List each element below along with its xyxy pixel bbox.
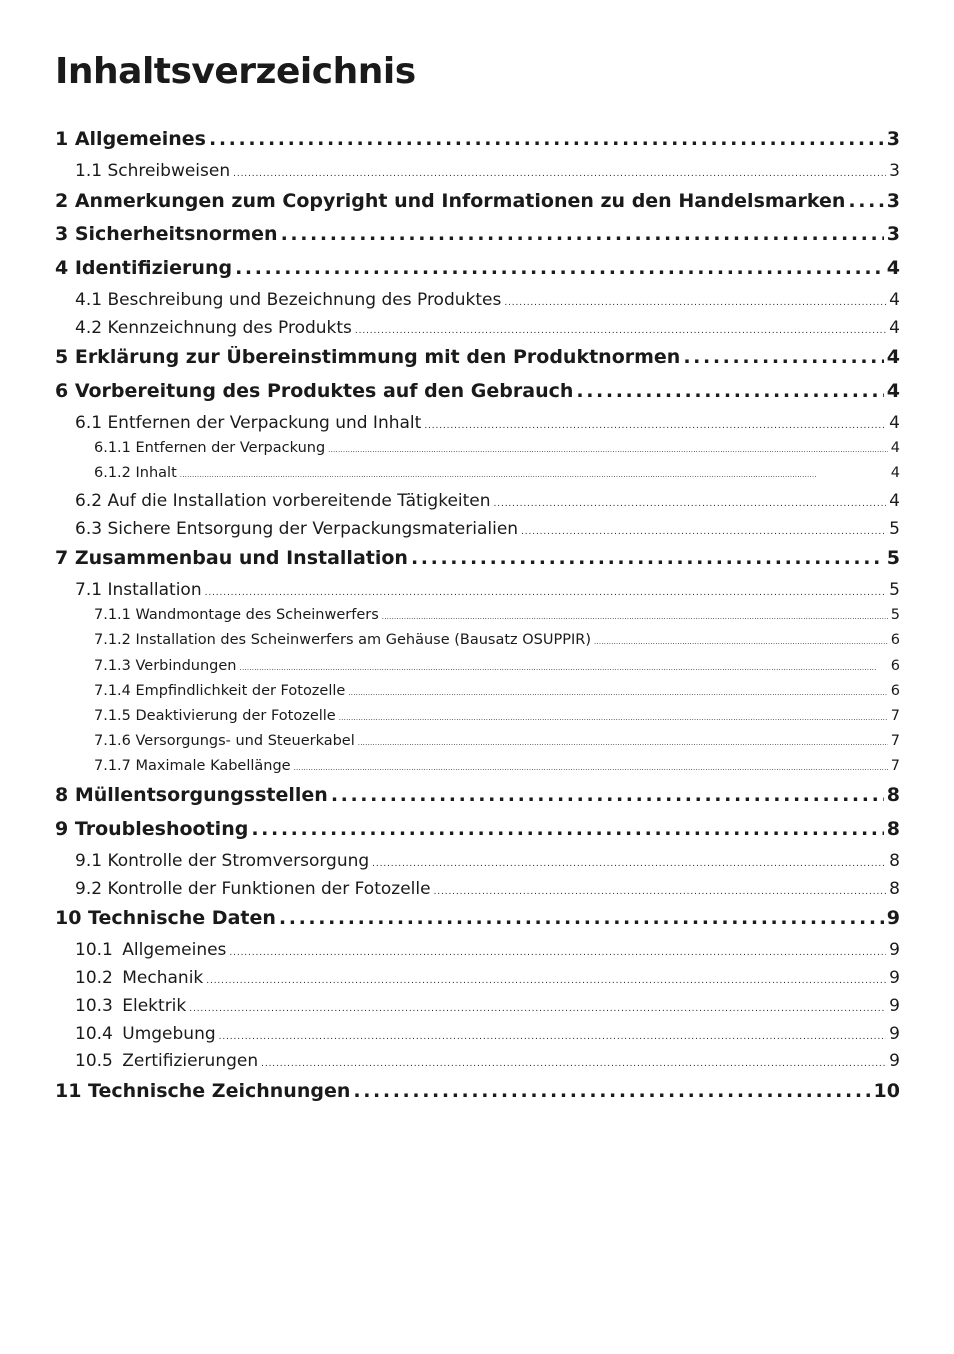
- toc-entry-page: 7: [890, 708, 900, 724]
- toc-entry-page: 4: [886, 346, 900, 368]
- toc-entry-label: 10.4 Umgebung: [75, 1024, 216, 1044]
- toc-entry-label: 6 Vorbereitung des Produktes auf den Gebrauch: [55, 380, 574, 402]
- leader-dots: [279, 907, 884, 929]
- toc-entry-6-1-1[interactable]: [94, 440, 900, 460]
- toc-entry-label: 4.2 Kennzeichnung des Produkts: [75, 318, 352, 338]
- toc-entry-page: 10: [873, 1080, 900, 1102]
- toc-entry-9-2[interactable]: [75, 879, 900, 901]
- toc-entry-10-1[interactable]: [75, 940, 900, 962]
- leader-dots: [355, 326, 886, 336]
- leader-dots: [348, 689, 887, 697]
- toc-entry-page: 9: [889, 1051, 900, 1071]
- page-title: Inhaltsverzeichnis: [55, 51, 416, 92]
- toc-entry-page: 8: [889, 879, 900, 899]
- toc-entry-page: 7: [890, 733, 900, 749]
- toc-entry-label: 7.1.6 Versorgungs- und Steuerkabel: [94, 733, 355, 749]
- toc-entry-label: 7.1.4 Empfindlichkeit der Fotozelle: [94, 683, 346, 699]
- toc-entry-label: 6.1.1 Entfernen der Verpackung: [94, 440, 326, 456]
- toc-entry-7-1-2[interactable]: [94, 632, 900, 652]
- toc-entry-page: 3: [886, 190, 900, 212]
- leader-dots: [229, 948, 886, 958]
- leader-dots: [219, 1032, 887, 1042]
- leader-dots: [848, 190, 883, 212]
- toc-entry-page: 4: [889, 290, 900, 310]
- toc-entry-page: 8: [889, 851, 900, 871]
- toc-entry-5[interactable]: [55, 346, 900, 372]
- leader-dots: [683, 346, 883, 368]
- toc-entry-label: 2 Anmerkungen zum Copyright und Informationen zu den Handelsmarken: [55, 190, 846, 212]
- leader-dots: [235, 257, 884, 279]
- leader-dots: [434, 887, 887, 897]
- toc-entry-page: 9: [889, 940, 900, 960]
- toc-entry-10-4[interactable]: [75, 1024, 900, 1046]
- leader-dots: [206, 976, 886, 986]
- leader-dots: [233, 169, 886, 179]
- toc-entry-label: 7.1 Installation: [75, 580, 202, 600]
- toc-entry-6[interactable]: [55, 380, 900, 406]
- toc-entry-6-3[interactable]: [75, 519, 900, 541]
- toc-entry-label: 9 Troubleshooting: [55, 818, 249, 840]
- toc-entry-7-1-3[interactable]: [94, 658, 900, 678]
- leader-dots: [261, 1059, 886, 1069]
- toc-entry-label: 6.1.2 Inhalt: [94, 465, 177, 481]
- toc-entry-label: 6.2 Auf die Installation vorbereitende Tätigkeiten: [75, 491, 491, 511]
- toc-entry-label: 1.1 Schreibweisen: [75, 161, 231, 181]
- toc-entry-label: 1 Allgemeines: [55, 128, 206, 150]
- leader-dots: [281, 223, 884, 245]
- toc-entry-label: 10.1 Allgemeines: [75, 940, 227, 960]
- toc-entry-label: 6.1 Entfernen der Verpackung und Inhalt: [75, 413, 422, 433]
- toc-entry-label: 4.1 Beschreibung und Bezeichnung des Produktes: [75, 290, 502, 310]
- leader-dots: [576, 380, 883, 402]
- toc-entry-label: 7.1.1 Wandmontage des Scheinwerfers: [94, 607, 379, 623]
- toc-entry-6-2[interactable]: [75, 491, 900, 513]
- toc-entry-page: 5: [886, 547, 900, 569]
- leader-dots: [328, 446, 888, 454]
- toc-entry-7[interactable]: [55, 547, 900, 573]
- toc-entry-1[interactable]: [55, 128, 900, 154]
- toc-entry-label: 7.1.7 Maximale Kabellänge: [94, 758, 291, 774]
- toc-entry-page: 7: [890, 758, 900, 774]
- toc-entry-page: 4: [890, 440, 900, 456]
- toc-entry-page: 8: [886, 818, 900, 840]
- toc-entry-10-2[interactable]: [75, 968, 900, 990]
- toc-entry-label: 10.2 Mechanik: [75, 968, 204, 988]
- toc-entry-4-2[interactable]: [75, 318, 900, 340]
- toc-entry-label: 6.3 Sichere Entsorgung der Verpackungsmaterialien: [75, 519, 519, 539]
- toc-entry-4[interactable]: [55, 257, 900, 283]
- toc-entry-10-3[interactable]: [75, 996, 900, 1018]
- leader-dots: [240, 664, 888, 672]
- toc-entry-4-1[interactable]: [75, 290, 900, 312]
- toc-entry-7-1-6[interactable]: [94, 733, 900, 753]
- leader-dots: [358, 739, 888, 747]
- toc-entry-10-5[interactable]: [75, 1051, 900, 1073]
- leader-dots: [339, 714, 888, 722]
- leader-dots: [382, 613, 888, 621]
- leader-dots: [294, 764, 888, 772]
- leader-dots: [251, 818, 883, 840]
- leader-dots: [353, 1080, 870, 1102]
- toc-entry-label: 10.3 Elektrik: [75, 996, 187, 1016]
- toc-entry-label: 7 Zusammenbau und Installation: [55, 547, 408, 569]
- toc-entry-9-1[interactable]: [75, 851, 900, 873]
- leader-dots: [411, 547, 884, 569]
- toc-entry-label: 3 Sicherheitsnormen: [55, 223, 278, 245]
- toc-entry-page: 6: [890, 658, 900, 674]
- toc-entry-page: 3: [886, 223, 900, 245]
- toc-entry-page: 4: [886, 380, 900, 402]
- toc-entry-7-1[interactable]: [75, 580, 900, 602]
- toc-entry-9[interactable]: [55, 818, 900, 844]
- toc-entry-page: 5: [889, 519, 900, 539]
- toc-entry-label: 10.5 Zertifizierungen: [75, 1051, 259, 1071]
- toc-entry-page: 3: [886, 128, 900, 150]
- toc-entry-label: 8 Müllentsorgungsstellen: [55, 784, 328, 806]
- leader-dots: [205, 588, 887, 598]
- toc-entry-11[interactable]: [55, 1080, 900, 1106]
- toc-entry-page: 3: [889, 161, 900, 181]
- toc-entry-7-1-4[interactable]: [94, 683, 900, 703]
- toc-entry-label: 7.1.2 Installation des Scheinwerfers am Gehäuse (Bausatz OSUPPIR): [94, 632, 591, 648]
- toc-entry-page: 6: [890, 632, 900, 648]
- leader-dots: [180, 471, 888, 479]
- toc-entry-label: 9.2 Kontrolle der Funktionen der Fotozelle: [75, 879, 431, 899]
- toc-entry-page: 4: [890, 465, 900, 481]
- toc-entry-page: 4: [889, 491, 900, 511]
- toc-entry-page: 4: [886, 257, 900, 279]
- toc-entry-1-1[interactable]: [75, 161, 900, 183]
- toc-entry-page: 9: [889, 968, 900, 988]
- leader-dots: [594, 638, 888, 646]
- toc-entry-2[interactable]: [55, 190, 900, 216]
- toc-entry-page: 9: [886, 907, 900, 929]
- toc-entry-7-1-5[interactable]: [94, 708, 900, 728]
- toc-entry-page: 4: [889, 318, 900, 338]
- toc-entry-6-1-2[interactable]: [94, 465, 900, 485]
- toc-entry-label: 5 Erklärung zur Übereinstimmung mit den Produktnormen: [55, 346, 681, 368]
- toc-entry-7-1-1[interactable]: [94, 607, 900, 627]
- leader-dots: [521, 527, 886, 537]
- toc-entry-6-1[interactable]: [75, 413, 900, 435]
- leader-dots: [331, 784, 884, 806]
- toc-entry-label: 4 Identifizierung: [55, 257, 233, 279]
- leader-dots: [504, 298, 886, 308]
- toc-entry-7-1-7[interactable]: [94, 758, 900, 778]
- toc-entry-page: 5: [890, 607, 900, 623]
- toc-entry-page: 4: [889, 413, 900, 433]
- toc-entry-label: 11 Technische Zeichnungen: [55, 1080, 351, 1102]
- toc-entry-page: 5: [889, 580, 900, 600]
- leader-dots: [424, 421, 886, 431]
- toc-entry-page: 6: [890, 683, 900, 699]
- toc-entry-page: 9: [889, 996, 900, 1016]
- leader-dots: [372, 859, 886, 869]
- toc-entry-3[interactable]: [55, 223, 900, 249]
- toc-entry-label: 10 Technische Daten: [55, 907, 276, 929]
- toc-entry-label: 9.1 Kontrolle der Stromversorgung: [75, 851, 370, 871]
- toc-entry-8[interactable]: [55, 784, 900, 810]
- leader-dots: [494, 499, 887, 509]
- toc-entry-page: 8: [886, 784, 900, 806]
- toc-entry-page: 9: [889, 1024, 900, 1044]
- toc-entry-label: 7.1.3 Verbindungen: [94, 658, 237, 674]
- toc-entry-10[interactable]: [55, 907, 900, 933]
- leader-dots: [209, 128, 884, 150]
- toc-entry-label: 7.1.5 Deaktivierung der Fotozelle: [94, 708, 336, 724]
- leader-dots: [189, 1004, 886, 1014]
